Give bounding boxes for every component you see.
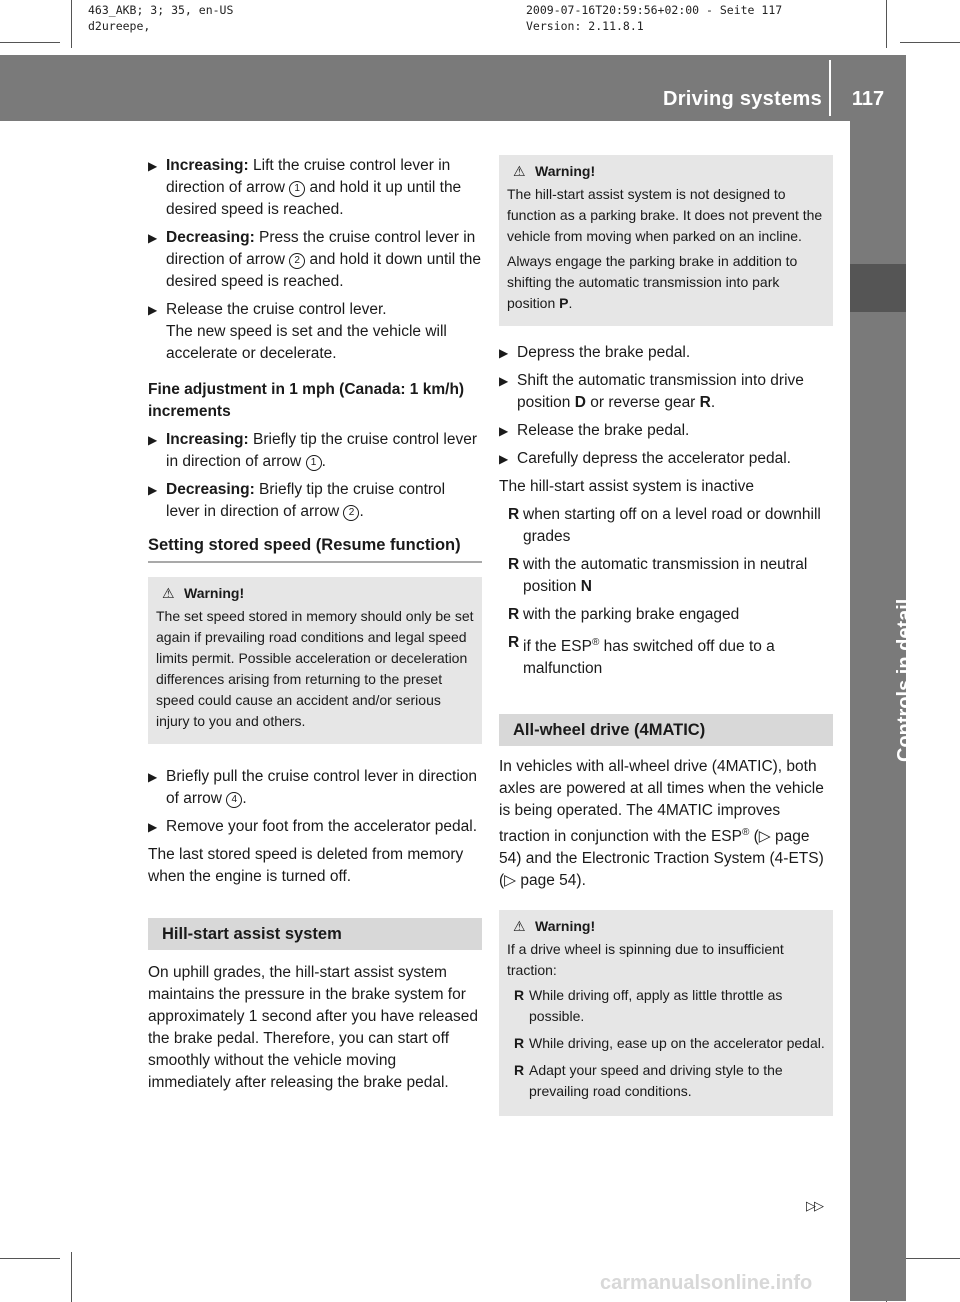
instruction-step: ▶ Briefly pull the cruise control lever in direction of arrow 4 . (148, 768, 477, 807)
bullet-icon: R (508, 634, 520, 651)
arrow-number-icon: 4 (226, 792, 242, 808)
bullet-item: R While driving, ease up on the accelerator pedal. (513, 1033, 825, 1054)
instruction-step: ▶ Shift the automatic transmission into drive position D or reverse gear R. (499, 372, 804, 411)
paragraph: On uphill grades, the hill-start assist system maintains the pressure in the brake system for approximately 1 second after you have released the brake pedal. Therefore, you can start off smoothly without the vehicle moving immediately after releasing the brake pedal. (148, 964, 479, 1091)
right-column (499, 155, 833, 1116)
section-heading: Hill-start assist system (148, 918, 482, 950)
left-column (148, 155, 482, 1094)
meta-line: Version: 2.11.8.1 (526, 19, 644, 33)
instruction-step: ▶ Decreasing: Briefly tip the cruise control lever in direction of arrow 2 . (148, 481, 446, 520)
bullet-icon: R (508, 506, 520, 523)
step-arrow-icon: ▶ (499, 452, 509, 466)
watermark: carmanualsonline.info (600, 1272, 813, 1294)
warning-box (499, 910, 833, 1116)
warning-title: Warning! (535, 163, 596, 179)
bullet-item: R with the parking brake engaged (507, 604, 833, 626)
warning-text: The hill-start assist system is not designed to function as a parking brake. It does not prevent the vehicle from moving when parked on an incline. (507, 186, 823, 244)
bullet-item: R if the ESP® has switched off due to a malfunction (508, 634, 775, 678)
header-divider (829, 60, 831, 116)
step-arrow-icon: ▶ (499, 346, 509, 360)
print-meta-right (526, 2, 782, 34)
instruction-step: ▶ Remove your foot from the accelerator pedal. (148, 816, 482, 838)
instruction-step: ▶ Increasing: Lift the cruise control lever in direction of arrow 1 and hold it up until the desired speed is reached. (148, 157, 462, 218)
crop-mark (900, 42, 960, 43)
instruction-step: ▶ Depress the brake pedal. (499, 342, 833, 364)
paragraph: The hill-start assist system is inactive (499, 478, 754, 495)
warning-title: Warning! (184, 585, 245, 601)
meta-line: 463_AKB; 3; 35, en-US (88, 3, 234, 17)
instruction-step: ▶ Decreasing: Press the cruise control lever in direction of arrow 2 and hold it down until the desired speed is reached. (148, 229, 481, 290)
warning-text: The set speed stored in memory should only be set again if prevailing road conditions and legal speed limits permit. Possible acceleration or deceleration differences arising from returning to the preset speed could cause an accident and/or serious injury to you and others. (156, 608, 474, 729)
crop-mark (0, 42, 60, 43)
warning-text: Always engage the parking brake in addition to shifting the automatic transmission into park position P. (507, 253, 798, 311)
meta-line: 2009-07-16T20:59:56+02:00 - Seite 117 (526, 3, 783, 17)
crop-mark (886, 0, 887, 48)
section-title: Driving systems (662, 88, 822, 110)
step-arrow-icon: ▶ (499, 374, 509, 388)
arrow-number-icon: 2 (289, 253, 305, 269)
crop-mark (0, 1258, 60, 1259)
crop-mark (71, 0, 72, 48)
subheading: Fine adjustment in 1 mph (Canada: 1 km/h) increments (148, 381, 465, 420)
warning-box (148, 577, 482, 744)
instruction-step: ▶ Carefully depress the accelerator pedal. (499, 448, 833, 470)
step-arrow-icon: ▶ (148, 770, 158, 784)
step-arrow-icon: ▶ (148, 231, 158, 245)
bullet-icon: R (508, 606, 520, 623)
bullet-item: R with the automatic transmission in neutral position N (508, 556, 808, 595)
side-tab-label: Controls in detail (894, 598, 916, 762)
print-meta-left (88, 2, 233, 34)
arrow-number-icon: 2 (343, 505, 359, 521)
crop-mark (71, 1252, 72, 1302)
bullet-item: R Adapt your speed and driving style to the prevailing road conditions. (514, 1062, 783, 1100)
bullet-icon: R (514, 1035, 525, 1052)
section-heading: Setting stored speed (Resume function) (148, 535, 482, 563)
bullet-item: R While driving off, apply as little throttle as possible. (514, 987, 783, 1025)
instruction-step: ▶ Release the cruise control lever. The new speed is set and the vehicle will accelerate or decelerate. (148, 301, 447, 362)
step-arrow-icon: ▶ (148, 820, 158, 834)
paragraph: In vehicles with all-wheel drive (4MATIC), both axles are powered at all times when the vehicle is being operated. The 4MATIC improves traction in conjunction with the ESP® (▷ page 54) and the Electronic Traction System (4-ETS) (▷ page 54). (499, 758, 824, 890)
warning-triangle-icon: ⚠ (513, 918, 526, 935)
instruction-step: ▶ Release the brake pedal. (499, 420, 833, 442)
crop-mark (900, 1258, 960, 1259)
side-tab-marker (850, 264, 906, 312)
warning-text: If a drive wheel is spinning due to insufficient traction: (507, 941, 784, 979)
step-arrow-icon: ▶ (148, 159, 158, 173)
warning-triangle-icon: ⚠ (513, 163, 526, 179)
arrow-number-icon: 1 (289, 181, 305, 197)
bullet-icon: R (514, 987, 525, 1004)
paragraph: The last stored speed is deleted from memory when the engine is turned off. (148, 846, 464, 885)
step-arrow-icon: ▶ (148, 303, 158, 317)
warning-triangle-icon: ⚠ (162, 585, 175, 601)
meta-line: d2ureepe, (88, 19, 151, 33)
warning-title: Warning! (535, 918, 596, 935)
warning-box (499, 155, 833, 326)
bullet-icon: R (514, 1062, 525, 1079)
arrow-number-icon: 1 (306, 455, 322, 471)
step-arrow-icon: ▶ (148, 483, 158, 497)
page-number: 117 (851, 88, 885, 110)
bullet-item: R when starting off on a level road or downhill grades (508, 506, 821, 545)
bullet-icon: R (508, 556, 520, 573)
step-arrow-icon: ▶ (499, 424, 509, 438)
step-arrow-icon: ▶ (148, 433, 158, 447)
instruction-step: ▶ Increasing: Briefly tip the cruise control lever in direction of arrow 1 . (148, 431, 477, 470)
continue-icon: ▷▷ (806, 1198, 822, 1213)
section-heading: All-wheel drive (4MATIC) (499, 714, 833, 746)
